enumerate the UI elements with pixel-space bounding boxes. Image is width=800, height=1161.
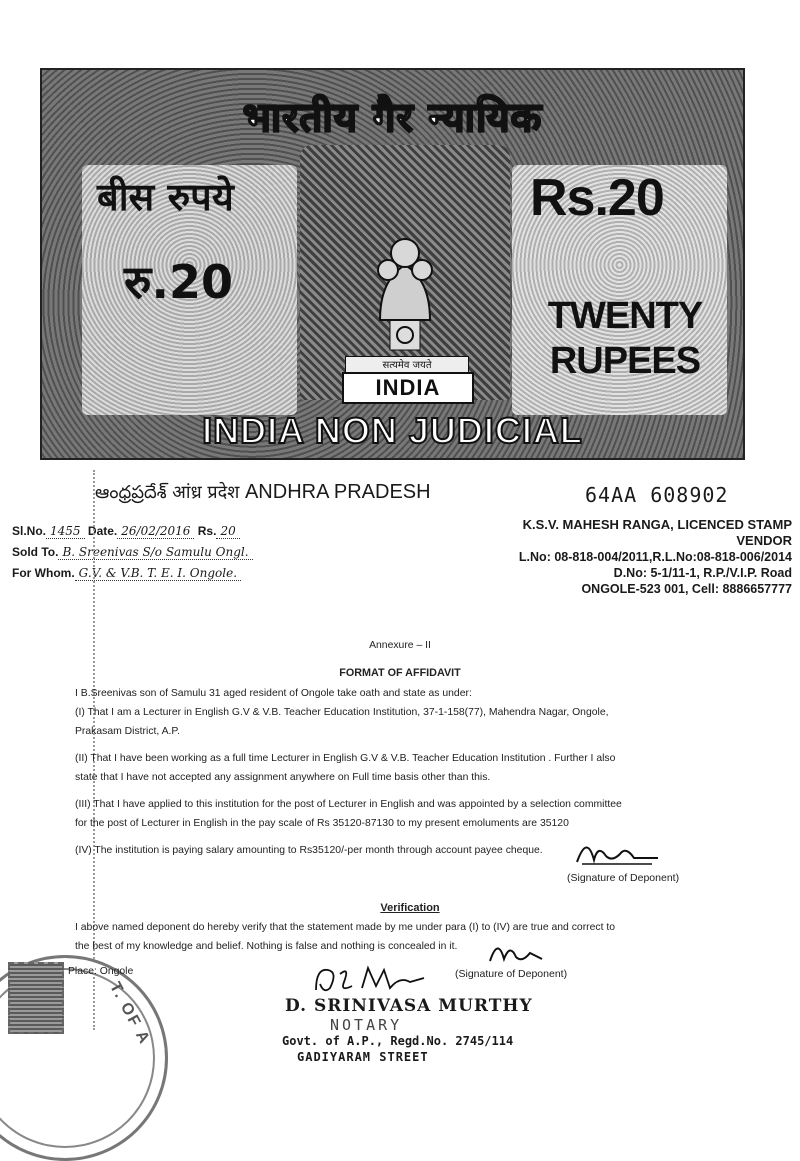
stamp-serial-code: 64AA 608902 (585, 483, 729, 507)
affidavit-para-1b: Prakasam District, A.P. (75, 726, 180, 737)
stamp-footer: INDIA NON JUDICIAL (202, 410, 583, 451)
annexure-heading: Annexure – II (369, 640, 431, 651)
verification-line-1: I above named deponent do hereby verify that the statement made by me under para (I) to (IV) are true and correct to (75, 922, 616, 933)
affidavit-title: FORMAT OF AFFIDAVIT (339, 667, 461, 679)
state-english: ANDHRA PRADESH (244, 481, 431, 503)
notary-round-seal-text: T. OF A (106, 979, 154, 1049)
stamp-twenty: TWENTY (547, 295, 703, 337)
place-label: Place: Ongole (68, 966, 134, 977)
affidavit-para-1a: (I) That I am a Lecturer in English G.V & V.B. Teacher Education Institution, 37-1-158(77), Mahendra Nagar, Ongole, (75, 707, 609, 718)
verification-signature-label: (Signature of Deponent) (455, 968, 568, 980)
affidavit-para-3a: (III) That I have applied to this institution for the post of Lecturer in English and was appointed by a selection committee (75, 799, 622, 810)
deponent-signature-label: (Signature of Deponent) (567, 872, 680, 884)
verification-title: Verification (380, 902, 440, 914)
affidavit-para-4: (IV) The institution is paying salary amounting to Rs35120/-per month through account payee cheque. (75, 845, 543, 856)
vendor-block (492, 517, 792, 597)
state-line (95, 480, 431, 507)
stamp-country: INDIA (342, 372, 474, 404)
vendor-address-2: ONGOLE-523 001, Cell: 8886657777 (581, 582, 792, 596)
stamp-motto: सत्यमेव जयते (345, 356, 469, 376)
sold-value: B. Sreenivas S/o Samulu Ongl. (58, 545, 252, 560)
sale-row-serial (12, 524, 240, 538)
notary-title: NOTARY (330, 1016, 403, 1034)
affidavit-para-2a: (II) That I have been working as a full time Lecturer in English G.V & V.B. Teacher Education Institution . Further I also (75, 753, 616, 764)
notary-name: D. SRINIVASA MURTHY (285, 996, 533, 1016)
sale-row-sold (12, 545, 253, 559)
stamp-paper (40, 68, 745, 460)
lion-capital-emblem-icon (360, 225, 450, 355)
affidavit-intro: I B.Sreenivas son of Samulu 31 aged resident of Ongole take oath and state as under: (75, 688, 472, 699)
stamp-hindi-rs: रु.20 (124, 255, 233, 309)
notary-address: GADIYARAM STREET (297, 1050, 429, 1064)
verification-line-2: the best of my knowledge and belief. Nothing is false and nothing is concealed in it. (75, 941, 458, 952)
notary-registration: Govt. of A.P., Regd.No. 2745/114 (282, 1034, 514, 1048)
whom-value: G.V. & V.B. T. E. I. Ongole. (75, 566, 241, 581)
date-value: 26/02/2016 (117, 524, 194, 539)
vendor-name: K.S.V. MAHESH RANGA, LICENCED STAMP VENDOR (522, 517, 792, 548)
affidavit-para-3b: for the post of Lecturer in English in the pay scale of Rs 35120-87130 to my present emoluments are 35120 (75, 818, 569, 829)
stamp-rupees: RUPEES (549, 340, 701, 382)
notary-signature-icon (310, 962, 430, 998)
state-telugu: ఆంధ్రప్రదేశ్ (95, 482, 167, 503)
sale-row-whom (12, 566, 241, 580)
deponent-signature-icon (572, 832, 662, 870)
affidavit-para-2b: state that I have not accepted any assignment anywhere on Full time basis other than this. (75, 772, 491, 783)
whom-label: For Whom. (12, 566, 75, 580)
verification-signature-icon (486, 935, 546, 969)
sold-label: Sold To. (12, 545, 59, 559)
rs-value: 20 (216, 524, 239, 539)
vendor-address-1: D.No: 5-1/11-1, R.P./V.I.P. Road (613, 566, 792, 580)
state-hindi: आंध्र प्रदेश (172, 482, 240, 503)
vendor-license: L.No: 08-818-004/2011,R.L.No:08-818-006/2014 (518, 550, 792, 564)
stamp-hindi-value: बीस रुपये (97, 175, 234, 219)
stamp-rs-value: Rs.20 (530, 169, 664, 227)
date-label: Date. (87, 524, 118, 538)
stamp-hindi-title: भारतीय गैर न्यायिक (242, 95, 543, 141)
slno-value: 1455 (46, 524, 85, 539)
slno-label: Sl.No. (12, 524, 47, 538)
rs-label: Rs. (197, 524, 217, 538)
revenue-stamp (8, 962, 64, 1034)
